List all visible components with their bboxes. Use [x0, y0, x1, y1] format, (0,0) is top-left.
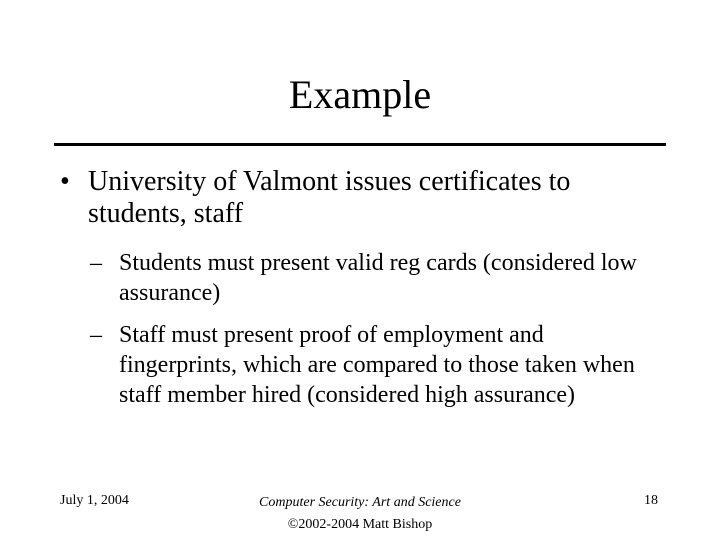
sub-bullet-marker: – [90, 250, 102, 276]
bullet-text: University of Valmont issues certificates to students, staff [88, 166, 571, 229]
slide-title: Example [288, 72, 432, 117]
bullet-item [60, 166, 670, 230]
sub-bullet-text: Staff must present proof of employment and fingerprints, which are compared to those taken when staff member hired (considered high assurance) [119, 322, 635, 408]
footer-course-info [210, 492, 510, 536]
footer-copyright: ©2002-2004 Matt Bishop [287, 517, 433, 532]
sub-bullet-item [90, 320, 660, 410]
footer-date: July 1, 2004 [60, 493, 129, 508]
bullet-marker: • [60, 166, 70, 197]
footer-page-number: 18 [644, 493, 658, 508]
sub-bullet-item [90, 248, 660, 308]
sub-bullet-marker: – [90, 322, 102, 348]
footer-course-title: Computer Security: Art and Science [259, 495, 461, 510]
sub-bullet-text: Students must present valid reg cards (considered low assurance) [119, 250, 637, 306]
